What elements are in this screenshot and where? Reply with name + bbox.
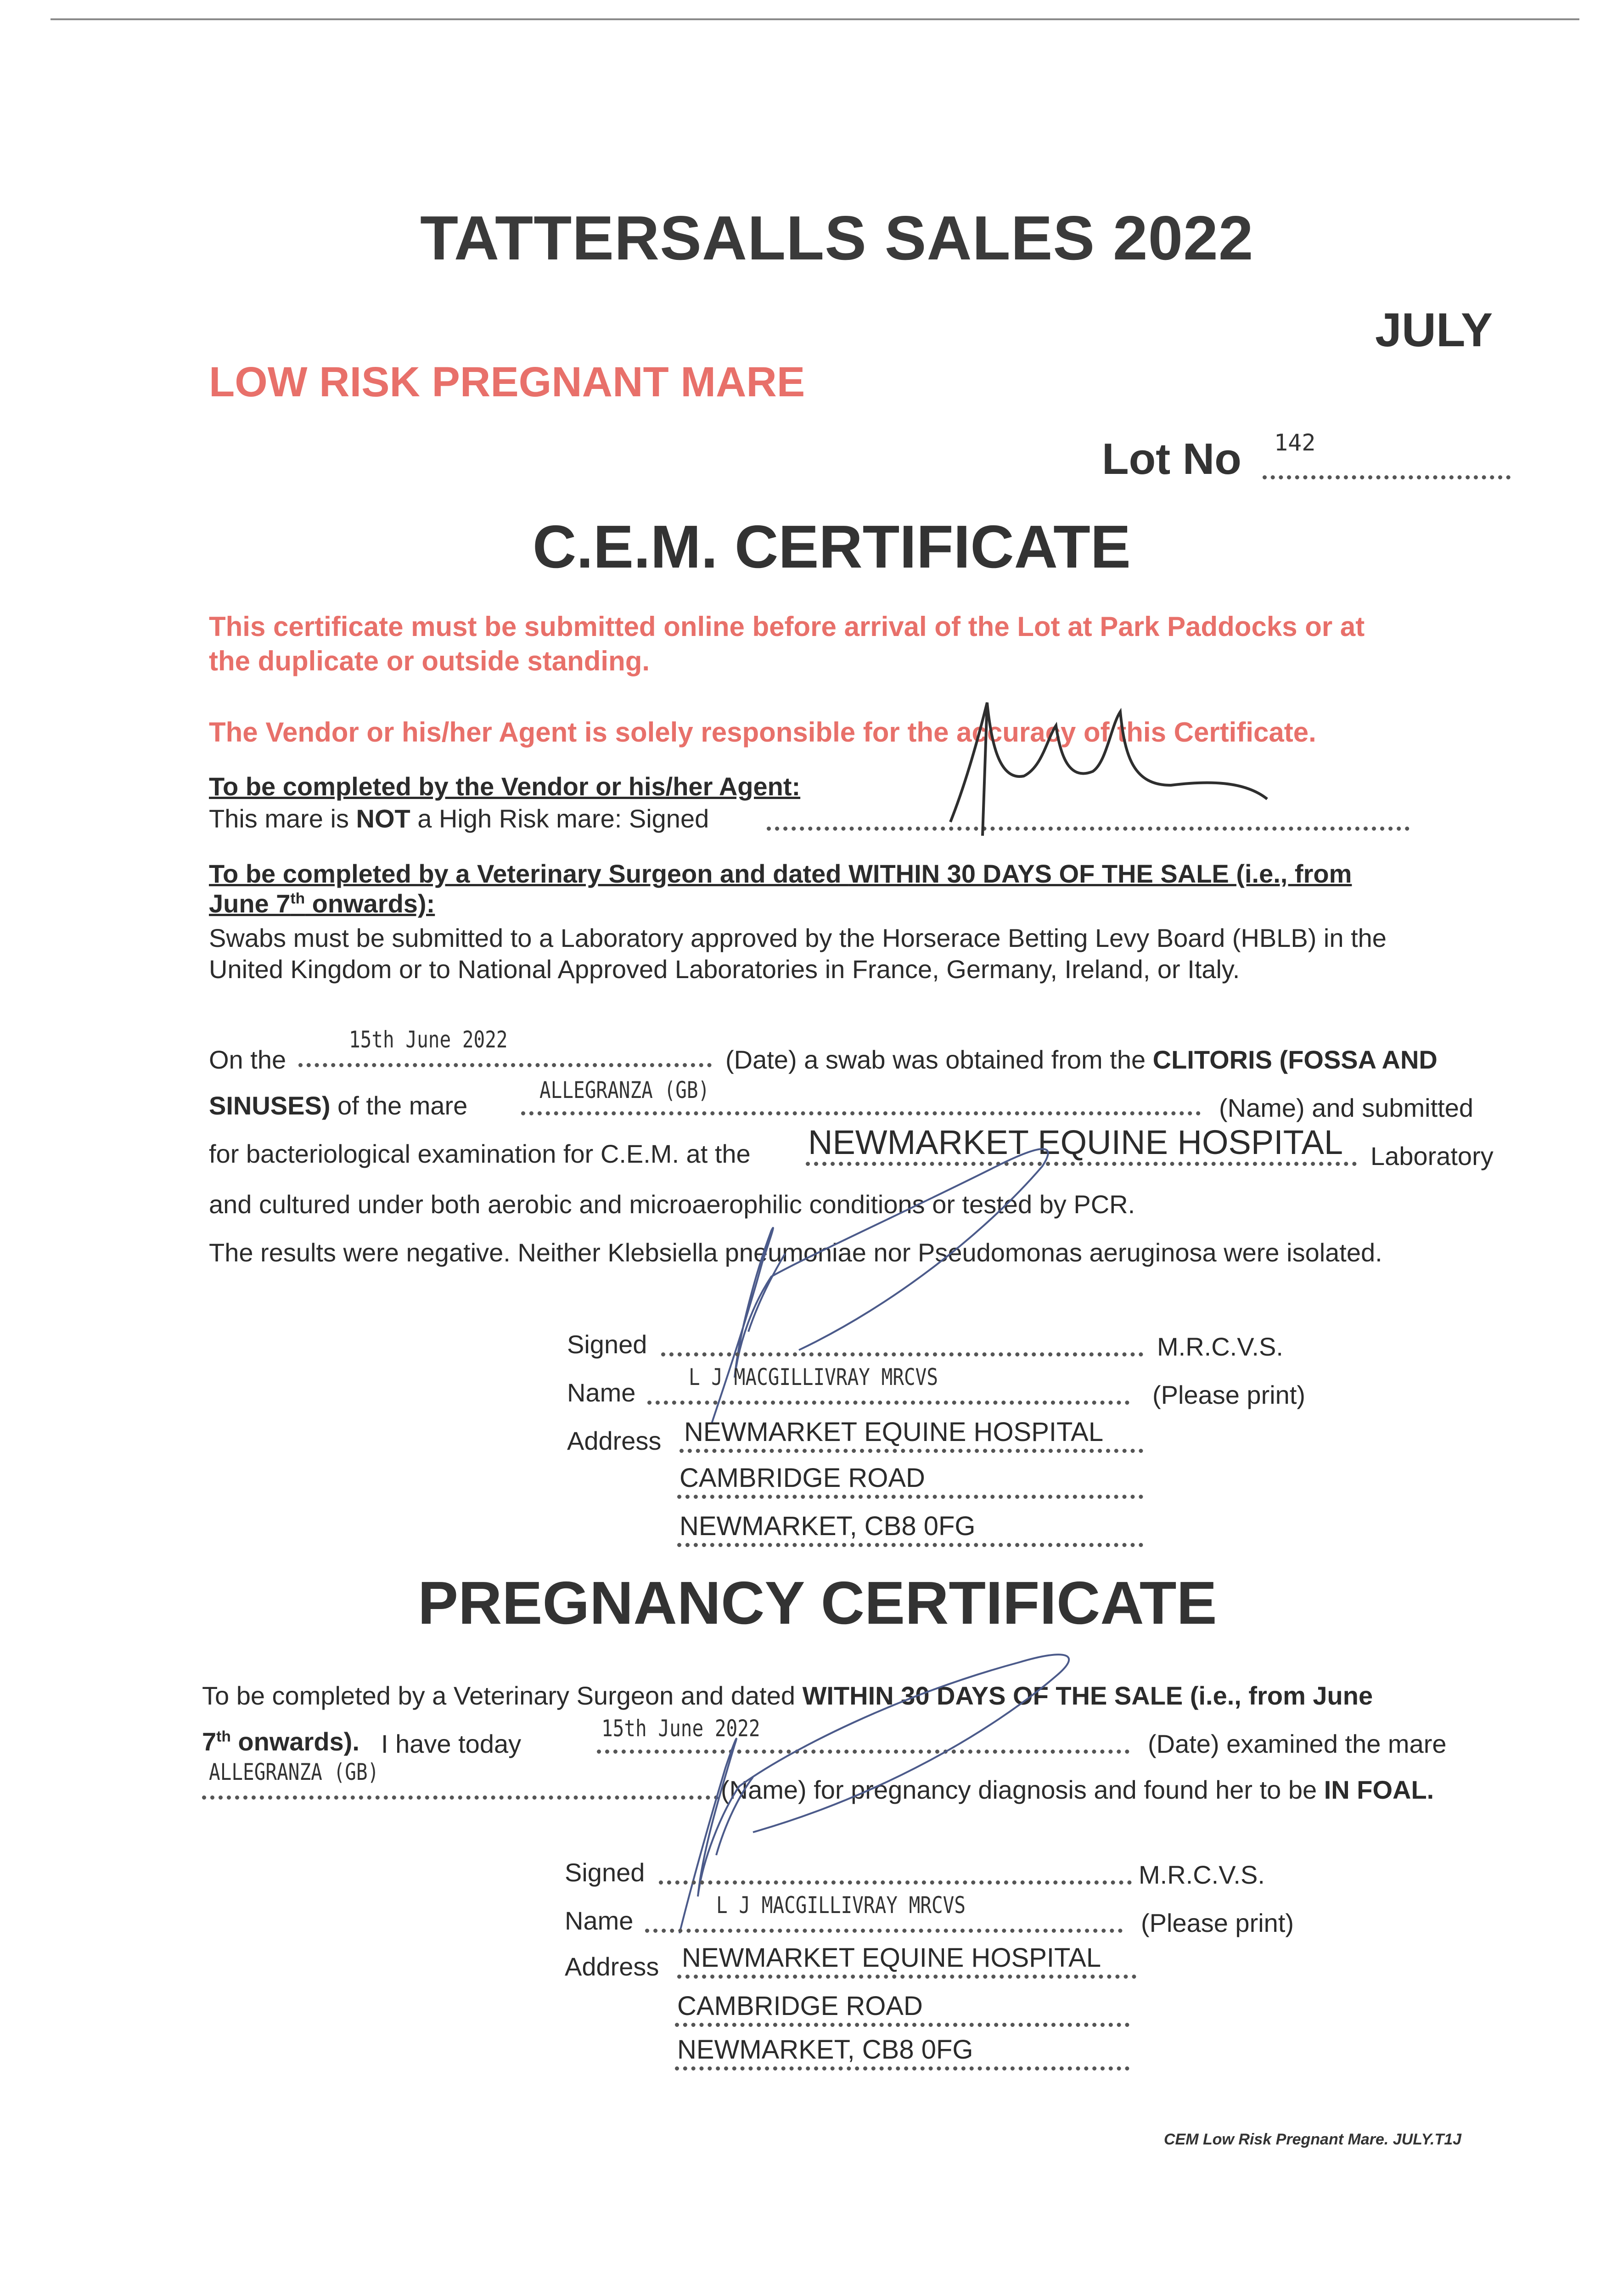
lot-label: Lot No — [1102, 434, 1241, 484]
swab-date: 15th June 2022 — [349, 1026, 508, 1053]
lot-number: 142 — [1274, 429, 1316, 456]
cem-mare-name: ALLEGRANZA (GB) — [539, 1077, 710, 1103]
pregnancy-signed-label: Signed — [565, 1858, 645, 1887]
cem-vet-name: L J MACGILLIVRAY MRCVS — [689, 1364, 938, 1390]
swab-date-line — [298, 1063, 712, 1067]
pregnancy-signed-line — [659, 1880, 1132, 1885]
laboratory-name: NEWMARKET EQUINE HOSPITAL — [808, 1123, 1343, 1161]
pregnancy-mare-name: ALLEGRANZA (GB) — [209, 1759, 379, 1785]
swab-instruction-line2: United Kingdom or to National Approved Laboratories in France, Germany, Ireland, or Italy. — [209, 955, 1240, 984]
pregnancy-vet-name: L J MACGILLIVRAY MRCVS — [716, 1892, 966, 1919]
pregnancy-have-today: I have today — [381, 1729, 522, 1758]
bacteriological-text: for bacteriological examination for C.E.M. at the — [209, 1139, 751, 1168]
name-and-submitted: (Name) and submitted — [1219, 1093, 1474, 1122]
cem-vet-signature — [666, 1139, 1125, 1460]
cultured-text: and cultured under both aerobic and microaerophilic conditions or tested by PCR. — [209, 1190, 1135, 1219]
submission-notice-line2: the duplicate or outside standing. — [209, 646, 650, 676]
cem-address-line2: CAMBRIDGE ROAD — [680, 1463, 925, 1493]
sinuses-text: SINUSES) of the mare — [209, 1091, 468, 1120]
document-title: TATTERSALLS SALES 2022 — [420, 203, 1254, 273]
form-code: CEM Low Risk Pregnant Mare. JULY.T1J — [1164, 2131, 1462, 2148]
vendor-signature — [932, 684, 1281, 840]
sale-month: JULY — [1375, 304, 1493, 357]
cem-signed-line — [661, 1352, 1143, 1356]
pregnancy-vet-signature — [643, 1639, 1148, 1970]
results-text: The results were negative. Neither Klebsiella pneumoniae nor Pseudomonas aeruginosa were isolated. — [209, 1238, 1382, 1267]
top-rule — [51, 18, 1579, 20]
pregnancy-mare-name-line — [202, 1795, 719, 1800]
cem-name-line — [647, 1401, 1129, 1405]
cem-name-label: Name — [567, 1378, 636, 1407]
pregnancy-address-line1: NEWMARKET EQUINE HOSPITAL — [682, 1943, 1101, 1973]
pregnancy-address-line3: NEWMARKET, CB8 0FG — [677, 2035, 973, 2065]
cem-address-line2-dots — [677, 1495, 1143, 1499]
pregnancy-name-label: Name — [565, 1906, 634, 1935]
vet-heading-line1: To be completed by a Veterinary Surgeon and dated WITHIN 30 DAYS OF THE SALE (i.e., from — [209, 859, 1352, 888]
pregnancy-mrcvs: M.R.C.V.S. — [1139, 1860, 1265, 1889]
lot-dotted-line — [1263, 475, 1511, 479]
pregnancy-onwards: 7th onwards). — [202, 1727, 359, 1756]
pregnancy-date: 15th June 2022 — [601, 1715, 760, 1742]
cem-please-print: (Please print) — [1152, 1380, 1306, 1409]
cem-address-line3: NEWMARKET, CB8 0FG — [680, 1511, 976, 1541]
swab-instruction-line1: Swabs must be submitted to a Laboratory approved by the Horserace Betting Levy Board (HBLB) in the — [209, 923, 1387, 952]
swab-date-continuation: (Date) a swab was obtained from the CLITORIS (FOSSA AND — [725, 1045, 1438, 1074]
mare-category: LOW RISK PREGNANT MARE — [209, 359, 805, 405]
pregnancy-address-line3-dots — [675, 2066, 1129, 2071]
cem-address-line1: NEWMARKET EQUINE HOSPITAL — [684, 1417, 1104, 1447]
pregnancy-address-label: Address — [565, 1952, 659, 1981]
cem-mrcvs: M.R.C.V.S. — [1157, 1332, 1283, 1361]
pregnancy-heading: PREGNANCY CERTIFICATE — [418, 1569, 1217, 1637]
responsibility-notice: The Vendor or his/her Agent is solely responsible for the accuracy of this Certificate. — [209, 717, 1316, 748]
cem-signed-label: Signed — [567, 1330, 647, 1359]
pregnancy-name-line — [645, 1929, 1123, 1933]
pregnancy-address-line1-dots — [677, 1975, 1136, 1979]
vendor-declaration: This mare is NOT a High Risk mare: Signed — [209, 804, 709, 833]
pregnancy-diagnosis-text: (Name) for pregnancy diagnosis and found her to be IN FOAL. — [721, 1775, 1434, 1804]
cem-heading: C.E.M. CERTIFICATE — [533, 513, 1131, 580]
on-the-label: On the — [209, 1045, 286, 1074]
laboratory-label: Laboratory — [1370, 1142, 1494, 1171]
cem-address-line1-dots — [680, 1449, 1143, 1453]
cem-mare-name-line — [521, 1111, 1201, 1115]
pregnancy-address-line2-dots — [675, 2023, 1129, 2027]
pregnancy-address-line2: CAMBRIDGE ROAD — [677, 1991, 923, 2021]
pregnancy-date-continuation: (Date) examined the mare — [1148, 1729, 1447, 1758]
submission-notice-line1: This certificate must be submitted online before arrival of the Lot at Park Paddocks or at — [209, 611, 1365, 642]
cem-address-line3-dots — [677, 1543, 1143, 1547]
pregnancy-please-print: (Please print) — [1141, 1908, 1294, 1937]
vendor-heading: To be completed by the Vendor or his/her Agent: — [209, 772, 801, 801]
vet-heading-line2: June 7th onwards): — [209, 889, 435, 918]
cem-address-label: Address — [567, 1426, 662, 1455]
pregnancy-instruction-line1: To be completed by a Veterinary Surgeon and dated WITHIN 30 DAYS OF THE SALE (i.e., from June — [202, 1681, 1373, 1710]
